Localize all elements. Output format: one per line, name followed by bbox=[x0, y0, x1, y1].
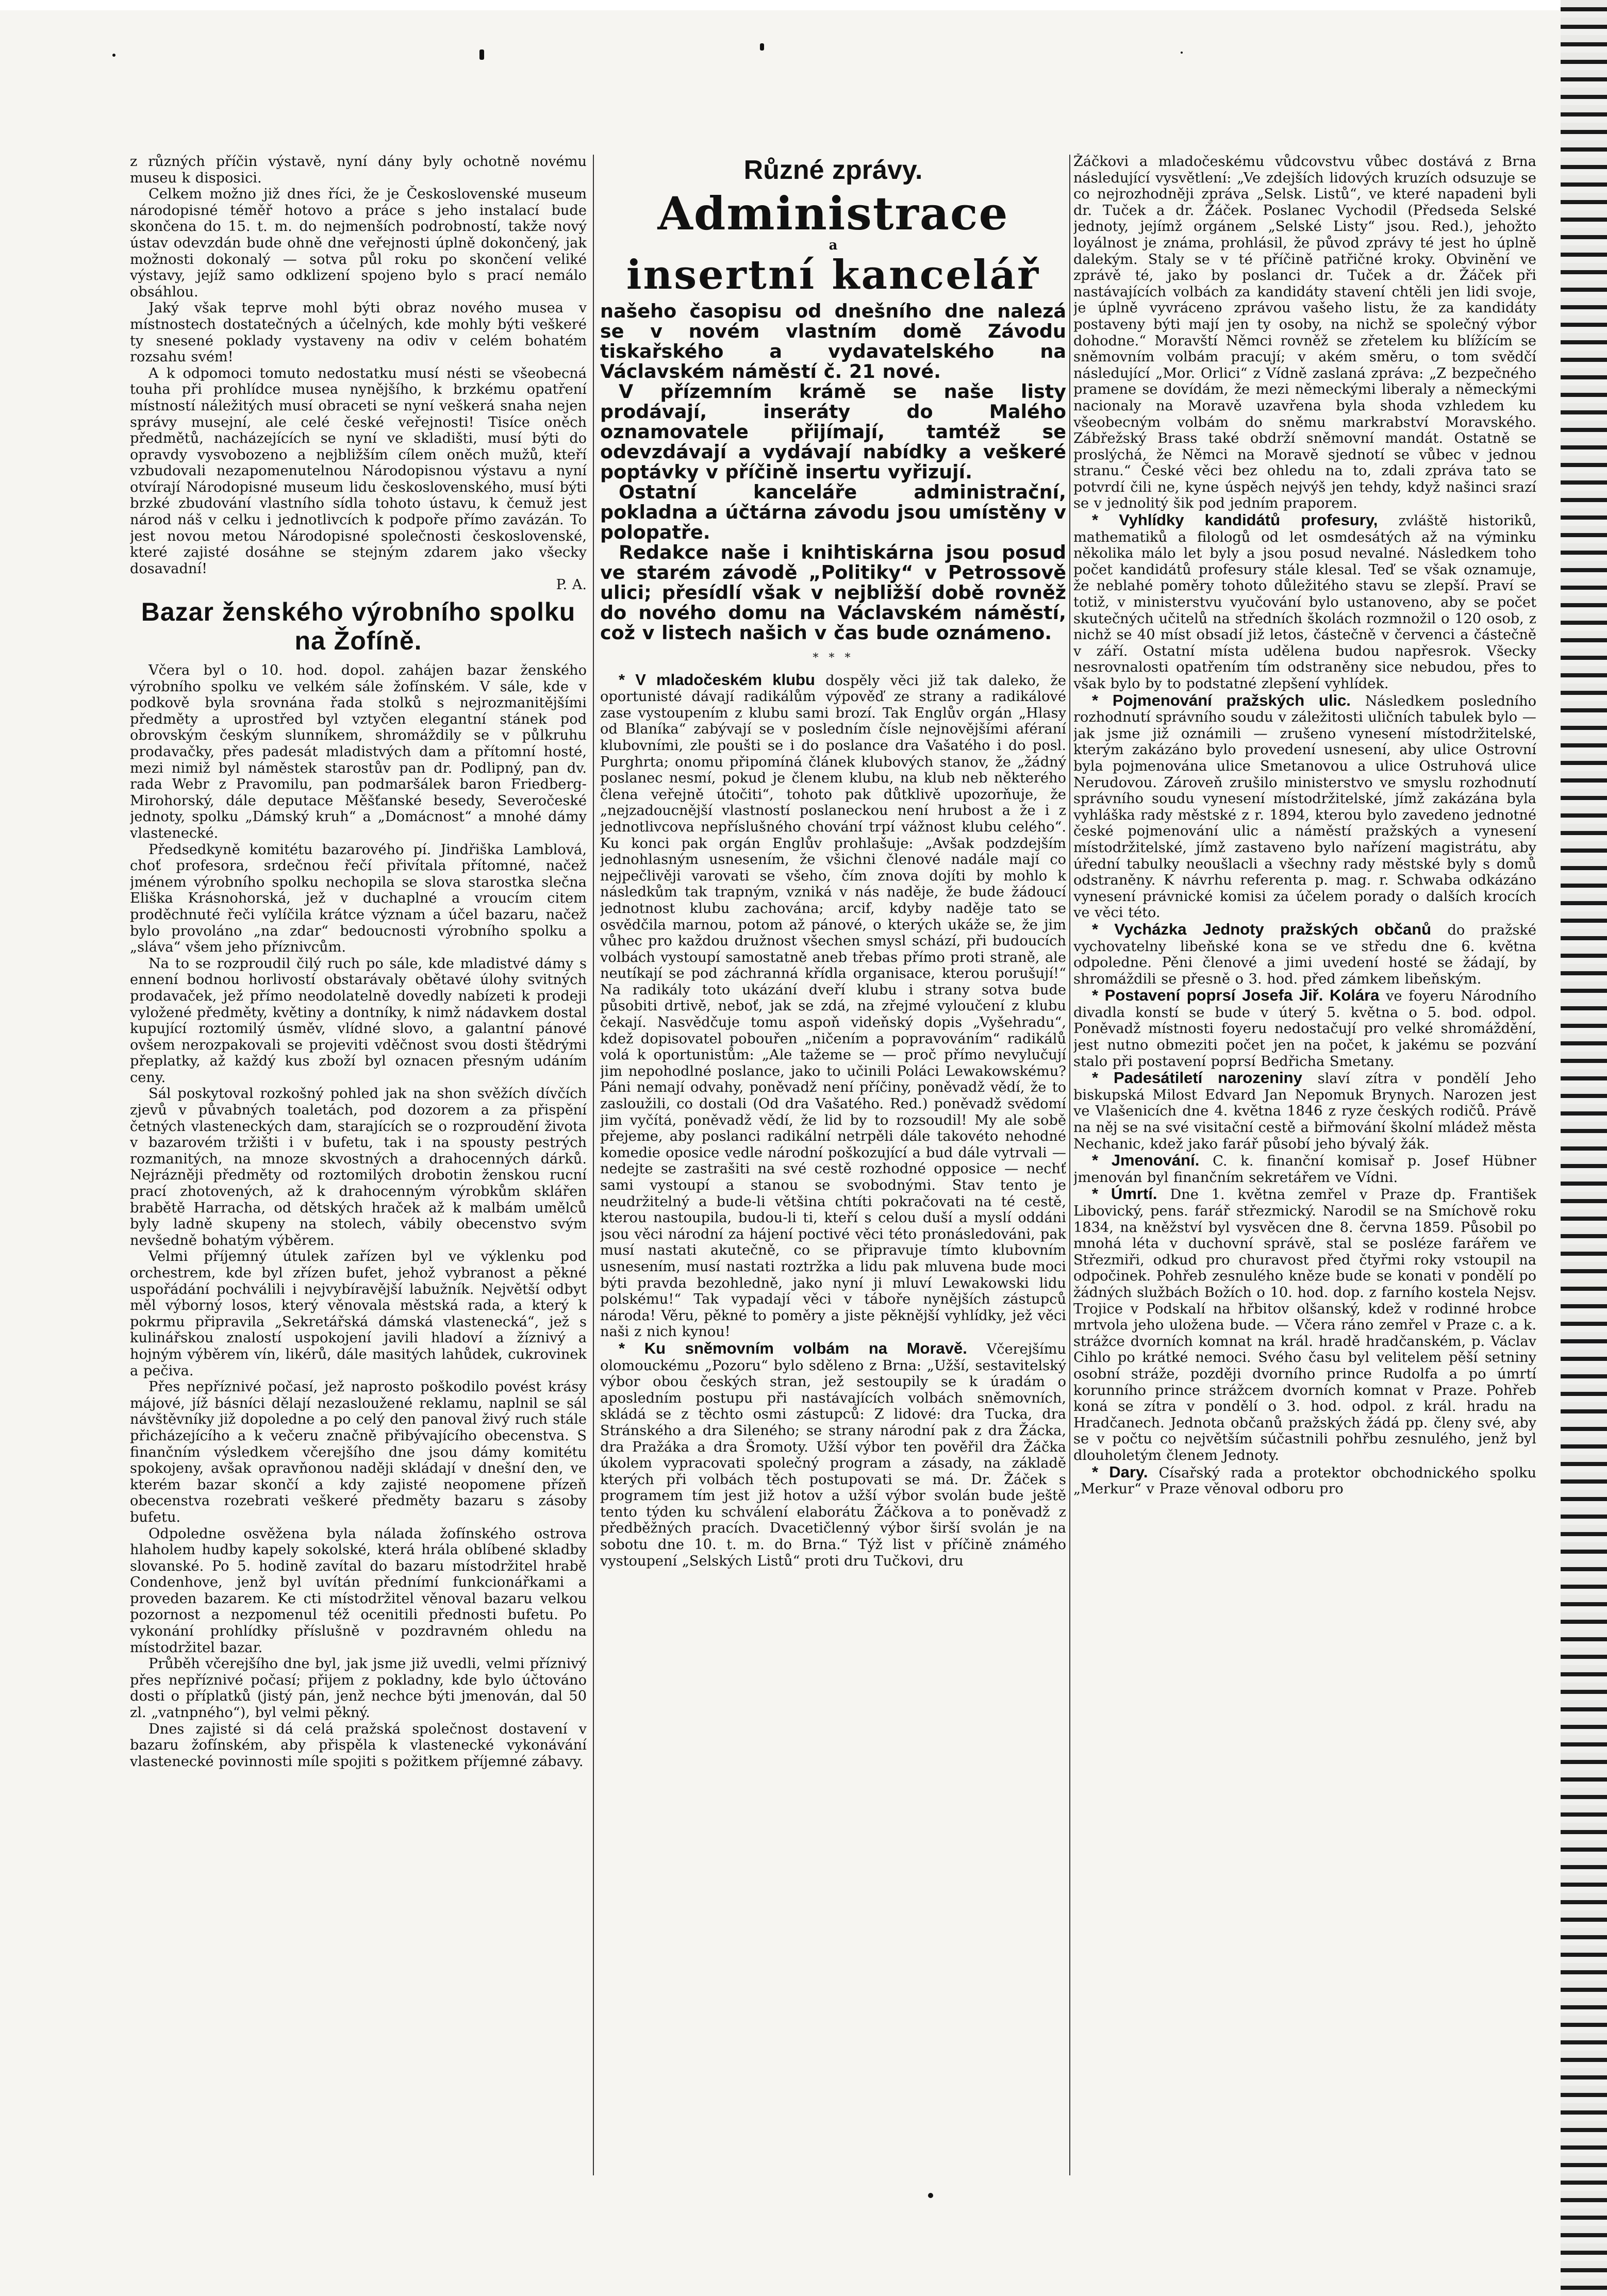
section-divider: * * * bbox=[813, 652, 854, 664]
column-rule bbox=[1069, 155, 1070, 2175]
article-paragraph: A k odpomoci tomuto nedostatku musí nésti se všeobecná touha při prohlídce musea nynějšího, k brzkému opatření místností náležitých musí obraceti se nyní veškerá snaha nejen správy musejní, ale celé české veřejnosti! Tisíce oněch předmětů, nacházejících se nyní ve skladišti, musí býti do opravdy vysvobozeno a nejbližším cílem oněch mužů, kteří vzbudovali nezapomenutelnou Národopisnou výstavu a nyní otvírají Národopisné museum lidu československého, musí býti brzké zbudování vlastního sídla tohoto ústavu, k čemuž jest národ náš v celku i jednotlivcích k podpoře přímo zavázán. To jest novou metou Národopisné společnosti československé, které zajisté dosáhne se stejným zdarem jako všecky dosavadní! bbox=[130, 365, 587, 577]
news-item: * Vycházka Jednoty pražských občanů do pražské vychovatelny libeňské kona se ve středu dne 6. května odpoledne. Pěni členové a jimi uvedení hosté se žádají, by shromáždili se přesně o 3. hod. před zámkem libeňským. bbox=[1073, 920, 1536, 987]
page-top-edge bbox=[0, 0, 1607, 10]
news-item-heading: * V mladočeském klubu bbox=[619, 670, 815, 689]
news-item-heading: * Postavení poprsí Josefa Jiř. Kolára bbox=[1092, 986, 1380, 1005]
article-paragraph: Sál poskytoval rozkošný pohled jak na shon svěžích dívčích zjevů v půvabných toaletách, pod dozorem a za přispění četných vlasteneckých dam, starajících se o rozproudění života v bazarovém tržišti i v bufetu, tak i na spousty pestrých rozmanitých, na mnoze skvostných a drahocenných dárků. Nejrázněji předměty od roztomilých drobotin ženskou rucní prací zhotovených, až k drahocenným výrobkům sklářen brabětě Harracha, od dětských hraček až k malbám umělců byly ladně skupeny na stolech, vábily obecenstvo svým nevšedně bohatým výběrem. bbox=[130, 1086, 587, 1249]
news-item: * Úmrtí. Dne 1. května zemřel v Praze dp. František Libovický, pens. farář střezmický. Narodil se na Smíchově roku 1834, na kněžství byl vysvěcen dne 8. června 1859. Působil po mnohá léta v duchovní správě, stal se posléze farářem ve Střezmiři, odkud pro churavost před čtyřmi roky vstoupil na odpočinek. Pohřeb zesnulého kněze bude se konati v pondělí po žádných službách Božích o 10. hod. dop. z farního kostela Nejsv. Trojice v Podskalí na hřbitov olšanský, kdež v rodinné hrobce mrtvola jeho uložena bude. — Včera ráno zemřel v Praze c. a k. strážce dvorních komnat na král. hradě hradčanském, p. Václav Cihlo po krátké nemoci. Svého času byl velitelem pěší setniny osobní stráže, později dvorního prince Rudolfa a po úmrtí korunního prince strážcem dvorních komnat v Praze. Pohřeb koná se zítra v pondělí o 3. hod. odpol. z král. hradu na Hradčanech. Jednota občanů pražských žádá pp. členy své, aby se v počtu co největším súčastnili pohřbu zesnulého, jenž byl dlouholetým členem Jednoty. bbox=[1073, 1185, 1536, 1463]
article-paragraph: Jaký však teprve mohl býti obraz nového musea v místnostech dostatečných a účelných, kde mohly býti veškeré ty snesené poklady vystaveny na odiv v celém bohatém rozsahu svém! bbox=[130, 300, 587, 365]
news-item: * Pojmenování pražských ulic. Následkem posledního rozhodnutí správního soudu v záležitosti uličních tabulek bylo — jak jsme již oznámili — zrušeno vynesení místodržitelské, kterým zakázáno bylo provedení usnesení, aby ulice Ostrovní byla pojmenována ulice Smetanovou a ulice Ostruhová ulice Nerudovou. Zároveň zrušilo ministerstvo ve smyslu rozhodnutí správního soudu vynesení místodržitelské, jímž zakázána byla vyhláška rady městské z r. 1894, kterou bylo zavedeno jednotné české pojmenování ulic a náměstí pražských a vynesení místodržitelské, jímž zastaveno bylo nařízení magistrátu, aby úřední tabulky neoušlacli a všechny rady městské byly s domů odstraněny. K návrhu referenta p. mag. r. Schwaba odkázáno vynesení právnické komisi za účelem porady o dalších krocích ve věci této. bbox=[1073, 691, 1536, 921]
article-paragraph: Včera byl o 10. hod. dopol. zahájen bazar ženského výrobního spolku ve velkém sále žofínském. V sále, kde v podkově byla srovnána řada stolků s nejrozmanitějšími předměty a uprostřed byl vztyčen elegantní stánek pod obrovským českým slunníkem, shromáždily se v půlkruhu prodavačky, přes padesát mladistvých dam a přítomní hosté, mezi nimiž byl náměstek starostův pan dr. Podlipný, pan dv. rada Webr z Pravomilu, pan podmaršálek baron Friedberg-Mirohorský, dále deputace Měšťanské besedy, Severočeské jednoty, spolku „Dámský kruh“ a „Domácnost“ a mnohé dámy vlastenecké. bbox=[130, 662, 587, 841]
news-item-heading: * Vycházka Jednoty pražských občanů bbox=[1092, 920, 1432, 938]
punch-hole-mark bbox=[112, 54, 115, 57]
news-item-heading: * Pojmenování pražských ulic. bbox=[1092, 691, 1351, 709]
punch-hole-mark bbox=[479, 49, 484, 60]
column-left bbox=[130, 154, 587, 2205]
news-item: * Padesátiletí narozeniny slaví zítra v pondělí Jeho biskupská Milost Edvard Jan Nepomuk Brynych. Narozen jest ve Vlašenicích dne 4. května 1846 z ryze českých rodičů. Právě na něj se na své visitační cestě a biřmování školní mládež města Nechanic, kdež jako farář působí jeho bývalý žák. bbox=[1073, 1069, 1536, 1152]
article-paragraph: Celkem možno již dnes říci, že je Československé museum národopisné téměř hotovo a práce s jeho instalací bude skončena do 15. t. m. do nejmenších podrobností, takže nový ústav odevzdán bude ohně dne veřejnosti úplně dokončený, jak možnosti dokonalý — sotva půl roku po skončení veliké výstavy, jejíž samo odklizení spojeno bylo s prací nemálo obsáhlou. bbox=[130, 186, 587, 300]
section-title: Různé zprávy. bbox=[743, 155, 923, 185]
punch-hole-mark bbox=[760, 43, 764, 51]
notice-paragraph: Redakce naše i knihtiskárna jsou posud ve starém závodě „Politiky“ v Petrossově ulici; přesídlí však v nejbližší době rovněž do nového domu na Václavském náměstí, což v listech našich v čas bude oznámeno. bbox=[600, 541, 1066, 644]
bazar-headline: Bazar ženského výrobního spolku na Žofíně. bbox=[141, 597, 576, 656]
news-item: * Ku sněmovním volbám na Moravě. Včerejšímu olomouckému „Pozoru“ bylo sděleno z Brna: „Užší, sestavitelský výbor obou českých stran, jež sestoupily se k úradám o aposledním postupu při nastávajících volbách sněmovních, skládá se z těchto osmi zástupců: Z lidové: dra Tucka, dra Stránského a dra Sileného; se strany národní pak z dra Žácka, dra Pražáka a dra Šromoty. Užší výbor ten pověřil dra Žáčka úkolem vypracovati společný program a zásady, na základě kterých při volbách těch postupovati se má. Dr. Žáček s programem tím jest již hotov a užší výbor svolán bude ještě tento týden ku schválení elaborátu Žáčkova a to poněvadž z předběžných pracích. Dvacetičlenný výbor širší svolán je na sobotu dne 10. t. m. do Brna.“ Týž list v příčině známého vystoupení „Selských Listů“ proti dru Tučkovi, dru bbox=[600, 1339, 1066, 1569]
news-item-heading: * Dary. bbox=[1092, 1462, 1148, 1481]
article-paragraph: Velmi příjemný útulek zařízen byl ve výklenku pod orchestrem, kde byl zřízen bufet, jehož vybranost a pěkné uspořádání pochválili i nejvybíravější labužník. Největší odbyt měl výborný losos, který věnovala městská rada, a který k pokrmu připravila „Sekretářská dámská vlastenecká“, jež s kulinářskou znalostí uspokojení javili hladoví a žíznivý a hojným výběrem vín, likérů, dále masitých lahůdek, cukrovinek a pečiva. bbox=[130, 1249, 587, 1379]
news-item: * Dary. Císařský rada a protektor obchodnického spolku „Merkur“ v Praze věnoval odboru pro bbox=[1073, 1462, 1536, 1498]
notice-paragraph: V přízemním krámě se naše listy prodávají, inseráty do Malého oznamovatele přijímají, tamtéž se odevzdávají a vydávají nabídky a veškeré poptávky v příčině insertu vyřizují. bbox=[600, 380, 1066, 483]
news-item: * Postavení poprsí Josefa Jiř. Kolára ve foyeru Národního divadla konstí se bude v úterý 5. května o 5. bod. odpol. Poněvadž místnosti foyeru nedostačují pro velké shromáždění, jest nutno obmeziti počet jen na počet, k jakému se pozvání stalo při postavení poprsí Bedřicha Smetany. bbox=[1073, 986, 1536, 1070]
news-item: * Vyhlídky kandidátů profesury, zvláště historiků, mathematiků a filologů od let osmdesátých až na výminku několika málo let byly a jsou posud nevalné. Následkem toho počet kandidátů profesury stále klesal. Teď se však oznamuje, že neblahé poměry tohoto důležitého stavu se zlepší. Praví se totiž, v ministerstvu vyučování bylo ustanoveno, aby se počet skutečných učitelů na středních školách rozmnožil o 120 osob, z nichž se 40 míst obsadí již letos, částečně v červenci a částečně v září. Ostatní místa udělena budou napřesrok. Všecky nesrovnalosti opatřením tím odstraněny sice nebudou, přes to však bylo by to podstatné zlepšení vyhlídek. bbox=[1073, 511, 1536, 692]
scan-binding-edge bbox=[1561, 0, 1607, 2296]
notice-headline-advertising: insertní kancelář bbox=[626, 252, 1040, 298]
notice-headline-administration: Administrace bbox=[657, 187, 1009, 240]
notice-paragraph: našeho časopisu od dnešního dne nalezá se v novém vlastním domě Závodu tiskařského a vydavatelského na Václavském náměstí č. 21 nové. bbox=[600, 300, 1066, 382]
column-right bbox=[1073, 154, 1536, 2205]
news-item-heading: * Vyhlídky kandidátů profesury, bbox=[1092, 511, 1378, 529]
notice-paragraph: Ostatní kanceláře administrační, pokladna a účtárna závodu jsou umístěny v polopatře. bbox=[600, 481, 1066, 543]
article-paragraph: Předsedkyně komitétu bazarového pí. Jindřiška Lamblová, choť profesora, srdečnou řečí přivítala přítomné, načež jménem výrobního spolku nechopila se slova starostka slečna Eliška Krásnohorská, jež v duchaplné a vroucím citem proděchnuté řeči vylíčila krátce význam a účel bazaru, načež bylo provoláno „na zdar“ bedoucnosti výrobního spolku a „sláva“ všem jeho příznivcům. bbox=[130, 841, 587, 956]
notice-headline-conjunction: a bbox=[829, 238, 838, 253]
news-item-heading: * Ku sněmovním volbám na Moravě. bbox=[619, 1339, 967, 1357]
article-paragraph: Průběh včerejšího dne byl, jak jsme již uvedli, velmi příznivý přes nepříznivé počasí; přijem z pokladny, kde bylo účtováno dosti o příplatků (jistý pán, jenž nechce býti jmenován, dal 50 zl. „vatnpného“), byl velmi pěkný. bbox=[130, 1656, 587, 1721]
article-paragraph: z různých příčin výstavě, nyní dány byly ochotně novému museu k disposici. bbox=[130, 154, 587, 186]
column-rule bbox=[593, 155, 594, 2175]
article-paragraph: Na to se rozproudil čilý ruch po sále, kde mladistvé dámy s ennení bodnou horlivostí obstarávaly obětavé úlohy svitných prodavaček, jež přímo neodolatelně dovedly nabízeti k prodeji vyložené předměty, květiny a dontníky, k nimž nádavkem dostal kupující roztomilý úsměv, vlídné slovo, a galantní pánové ovšem nerozpakovali se projeviti vděčnost svou dosti štědrými přeplatky, až každý kus zboží byl oznacen přesným udáním ceny. bbox=[130, 955, 587, 1086]
article-signature: P. A. bbox=[556, 577, 587, 593]
article-paragraph: Dnes zajisté si dá celá pražská společnost dostavení v bazaru žofínském, aby přispěla k vlastenecké vykonávání vlastenecké povinnosti míle spojiti s požitkem příjemné zábavy. bbox=[130, 1721, 587, 1770]
news-item: * V mladočeském klubu dospěly věci již tak daleko, že oportunisté dávají radikálům výpověď ze strany a radikálové zase vystoupením z klubu sami brozí. Tak Englův orgán „Hlasy od Blaníka“ zabývají se v posledním čísle nejnovějšími aféraní klubovními, zle poušti se i do poslance dra Vašatého i do posl. Purghrta; onomu připomíná článek klubových stanov, že „žádný poslanec nesmí, pokud je členem klubu, na klub neb některého člena veřejně útočiti“, tohoto pak důtklivě upozorňuje, že „nejzadoucnější vlastností poslaneckou není hrubost a že i z jednotlivcova nepříslušného chování trpí vážnost klubu celého“. Ku konci pak orgán Englův prohlašuje: „Avšak podzdejším jednohlasným usnesením, že všichni členové nadále mají co nejpečlivěji varovati se všeho, čím znova dojíti by mohlo k následkům tak trapným, vzniká v nás naděje, že bude žádoucí jednotnost klubu zachována; arcif, kdyby naděje tato se osvědčila marnou, potom až pánové, o kterých ukáže se, že jim vůhec pro každou družnost všechen smysl schází, při budoucích volbách vystoupí samostatně aneb třebas přímo proti straně, ale neutíkají se pod záchranná křídla organisace, kterou porušují!“ Na radikály toto ukázání dveří klubu i strany sotva bude působiti drtivě, neboť, jak se zdá, na zřejmé vyloučení z klubu čekají. Nasvědčuje tomu aspoň videňský dopis „Vyšehradu“, kdež dopisovatel pobouřen „ničením a popravováním“ radikálů volá k oportunistům: „Ale tažeme se — proč přímo nevylučují jim nepohodlné poslance, jako to učinili Poláci Lewakowskému? Páni nemají odvahy, poněvadž není příčiny, poněvadž vědí, že to zasloužili, co dostali (Od dra Vašatého. Red.) poněvadž svědomí jim vyčítá, poněvadž vědí, že lid by to rozsoudil! My ale sobě přejeme, aby poslanci radikální netrpěli dále takovéto nehodné komedie oposice vedle národní poškozující a bud dále vytrvali — nedejte se zastrašiti na své cestě rozhodné opposice — nechť sami vystoupí a stanou se svobodnými. Stav tento je neudržitelný a bude-li většina chtíti pokračovati na té cestě, kterou nastoupila, budou-li ti, kteří s celou duší a myslí oddáni jsou věci národní za hájení poctivé věci této pronásledováni, pak musí nastati akutečně, co se připravuje tímto klubovním usnesením, musí nastati roztržka a lidu pak mluvena bude moci býti pravda bezohledně, jako nyní ji mluví Lewakowski lidu polskému!“ Tak vypadají věci v táboře nynějších zástupců národa! Věru, pěkné to poměry a jiste pěknější vyhlídky, jež věci naši z nich kynou! bbox=[600, 670, 1066, 1340]
article-paragraph: Přes nepříznivé počasí, jež naprosto poškodilo povést krásy májové, jíž básníci dělají nezasloužené reklamu, naplnil se sál návštěvníky již dopoledne a po celý den panoval živý ruch stále přicházejícího a k večeru značně přibývajícího obecenstva. S finančním výsledkem včerejšího dne jsou dámy komitétu spokojeny, avšak opravňonou naději skládají v dnešní den, ve kterém bazar skončí a kdy zajisté neopomene přízeň obecenstva rozebrati veškeré předměty bazaru s zásoby bufetu. bbox=[130, 1379, 587, 1525]
news-item: * Jmenování. C. k. finanční komisař p. Josef Hübner jmenován byl finančním sekretářem ve Vídni. bbox=[1073, 1151, 1536, 1186]
article-paragraph: Odpoledne osvěžena byla nálada žofínského ostrova hlaholem hudby kapely sokolské, která hrála oblíbené skladby slovanské. Po 5. hodině zavítal do bazaru místodržitel hrabě Condenhove, jenž byl uvítán přednímí funkcionářkami a proveden bazarem. Ke cti místodržitel věnoval bazaru velkou pozornost a nezpomenul též ocenitili přednosti bufetu. Po vykonání prohlídky příslušně v pozdravném ohledu na místodržitel bazar. bbox=[130, 1525, 587, 1656]
news-item-heading: * Padesátiletí narozeniny bbox=[1092, 1069, 1302, 1087]
news-item-continuation: Žáčkovi a mladočeskému vůdcovstvu vůbec dostává z Brna následující vysvětlení: „Ve zdejších lidových kruzích odsuzuje se co nejrozhodněji zpráva „Selsk. Listů“, ve které napadeni byli dr. Tuček a dr. Žáček. Poslanec Vychodil (Předseda Selské jednoty, jejímž orgánem „Selské Listy“ jsou. Red.), jehožto loyálnost je známa, prohlásil, že původ zprávy té jest ho úplně dalekým. Staly se v té příčině patřičné kroky. Obvinění ve zprávě té, jako by poslanci dr. Tuček a dr. Žáček při nastávajících volbách za kandidáty stavení chtěli jen lidi svoje, je úplně vyvráceno zprávou vašeho listu, že za kandidáty postaveny býti mají jen ty osoby, na nichž se společný výbor dohodne.“ Moravští Němci rovněž se zřetelem ku blížícím se sněmovním volbám pracují; v akém směru, o tom svědčí následující „Mor. Orlici“ z Vídně zaslaná zpráva: „Z bezpečného pramene se dovídám, že mezi německými liberaly a německými nacionaly na Moravě uzavřena byla shoda vzhledem ku všeobecným volbám do sněmu markrabství Moravského. Zábřežský Brass také obdrží sněmovní mandát. Ostatně se proslýchá, že Němci na Moravě sjednotí se vůbec v jednou stranu.“ České věci bez ohledu na to, zdali zpráva tato se potvrdí čili ne, kyne úspěch nejvýš jen tehdy, když našinci srazí se v jednolitý šik pod jedním praporem. bbox=[1073, 154, 1536, 512]
punch-hole-mark bbox=[1181, 52, 1183, 54]
column-middle bbox=[600, 154, 1066, 2205]
news-item-heading: * Jmenování. bbox=[1092, 1151, 1200, 1170]
news-item-heading: * Úmrtí. bbox=[1092, 1185, 1157, 1203]
